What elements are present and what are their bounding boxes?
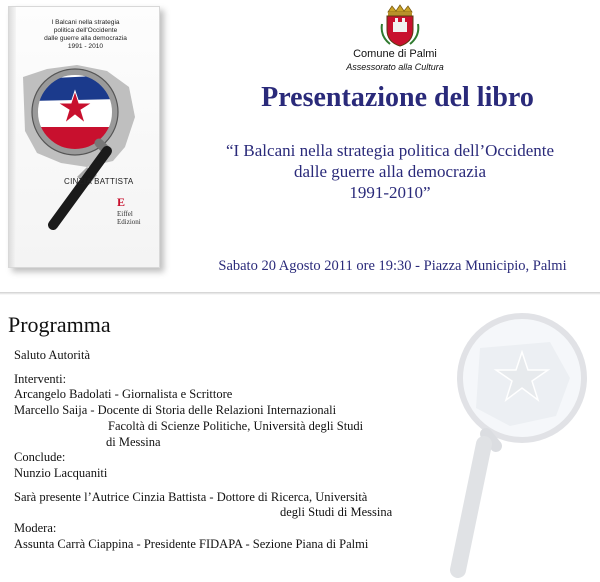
program-conclude-name: Nunzio Lacquaniti	[14, 465, 108, 480]
publisher-type: Edizioni	[117, 218, 141, 226]
program-moderator: Assunta Carrà Ciappina - Presidente FIDAPA - Sezione Piana di Palmi	[14, 536, 369, 551]
book-title-quote	[180, 140, 600, 203]
program-author-presence: Sarà presente l’Autrice Cinzia Battista - Dottore di Ricerca, Università	[14, 489, 368, 504]
comune-coat-of-arms-icon	[380, 4, 420, 48]
book-title-line: dalle guerre alla democrazia	[293, 162, 487, 181]
book-cover-title-line: I Balcani nella strategia	[51, 19, 120, 26]
book-title-line: 1991-2010”	[349, 183, 431, 202]
book-title-line: “I Balcani nella strategia politica dell’Occidente	[225, 141, 555, 160]
book-cover-title-line: politica dell'Occidente	[53, 27, 118, 34]
section-divider	[0, 292, 600, 295]
magnifier-map-icon	[17, 57, 147, 257]
book-cover-publisher	[117, 195, 141, 226]
program-title: Programma	[8, 312, 111, 337]
program-speaker-1: Arcangelo Badolati - Giornalista e Scrittore	[14, 387, 233, 402]
program-speaker-2: Marcello Saija - Docente di Storia delle Relazioni Internazionali	[14, 403, 337, 418]
program-speaker-2-affiliation: Facoltà di Scienze Politiche, Università degli Studi	[108, 418, 364, 433]
assessorato-name: Assessorato alla Cultura	[346, 62, 444, 72]
book-cover-title-line: 1991 - 2010	[67, 43, 104, 50]
book-spine	[9, 7, 16, 267]
book-cover-title-line: dalle guerre alla democrazia	[44, 35, 127, 42]
publisher-name: Eiffel	[117, 210, 133, 218]
program-conclude-label: Conclude:	[14, 450, 66, 465]
page-title: Presentazione del libro	[261, 82, 534, 113]
book-cover-title	[23, 19, 148, 51]
book-cover	[8, 6, 160, 268]
program-item-saluto: Saluto Autorità	[14, 348, 91, 362]
program-speaker-2-affiliation-city: di Messina	[106, 434, 161, 449]
program-author-affiliation: degli Studi di Messina	[280, 505, 393, 520]
program-modera-label: Modera:	[14, 521, 57, 536]
book-cover-author: CINZIA BATTISTA	[64, 177, 134, 186]
program-interventi-label: Interventi:	[14, 371, 67, 386]
event-date-location: Sabato 20 Agosto 2011 ore 19:30 - Piazza Municipio, Palmi	[218, 258, 567, 274]
publisher-mark: E	[117, 195, 126, 209]
program-list	[14, 348, 454, 552]
comune-name: Comune di Palmi	[353, 48, 437, 60]
magnifier-watermark-icon	[440, 308, 590, 578]
